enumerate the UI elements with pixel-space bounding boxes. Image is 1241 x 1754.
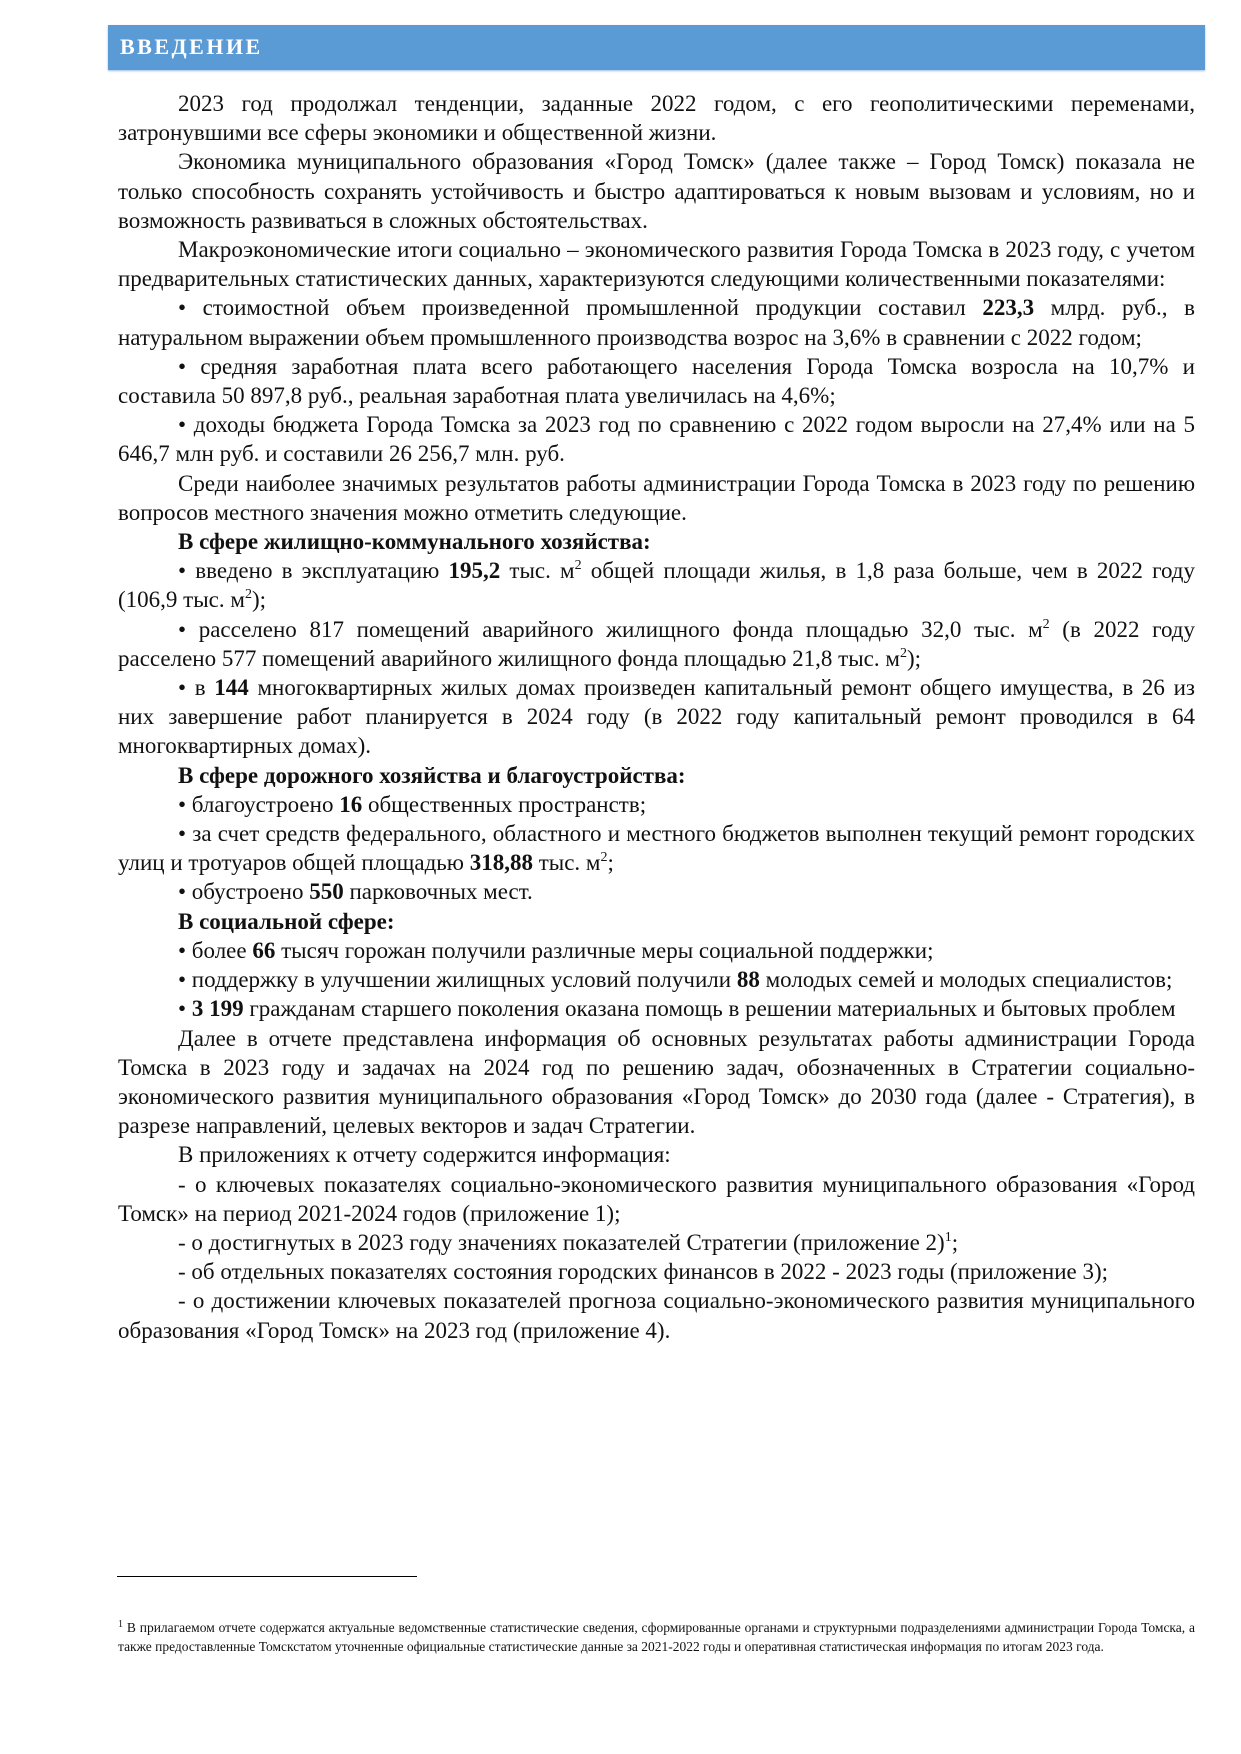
- value: 550: [309, 879, 344, 905]
- text: • поддержку в улучшении жилищных условий получили: [178, 967, 737, 993]
- text: тысяч горожан получили различные меры социальной поддержки;: [275, 937, 934, 963]
- superscript: 2: [574, 558, 582, 574]
- value: 88: [736, 967, 760, 993]
- paragraph: [118, 1024, 1195, 1141]
- footnote-separator: [117, 1576, 417, 1577]
- section-title: ВВЕДЕНИЕ: [120, 34, 263, 59]
- text: В сфере жилищно-коммунального хозяйства:: [178, 529, 651, 555]
- text: - об отдельных показателях состояния городских финансов в 2022 - 2023 годы (приложение 3);: [178, 1259, 1109, 1285]
- text: - о ключевых показателях социально-экономического развития муниципального образования «Город Томск» на период 2021-2024 годов (приложение 1);: [118, 1171, 1195, 1226]
- superscript: 2: [1042, 616, 1050, 632]
- footnote-ref[interactable]: 1: [944, 1229, 952, 1245]
- text: • введено в эксплуатацию: [178, 558, 449, 584]
- text: молодых семей и молодых специалистов;: [759, 967, 1173, 993]
- text: • благоустроено: [178, 791, 340, 817]
- text: общей площади жилья, в 1,8 раза больше, чем в 2022 году (106,9 тыс. м: [118, 558, 1195, 613]
- text: • более: [178, 937, 253, 963]
- paragraph: [118, 1140, 1195, 1169]
- subheading: [118, 761, 1195, 790]
- bullet-item: [118, 556, 1195, 614]
- text: • средняя заработная плата всего работающего населения Города Томска возросла на 10,7% и составила 50 897,8 руб., реальная заработная плата увеличилась на 4,6%;: [118, 353, 1195, 409]
- text: •: [178, 996, 192, 1022]
- text: • стоимостной объем произведенной промышленной продукции составил: [178, 295, 983, 321]
- value: 318,88: [469, 850, 533, 876]
- text: 2023 год продолжал тенденции, заданные 2022 годом, с его геополитическими переменами, затронувшими все сферы экономики и общественной жизни.: [118, 91, 1195, 146]
- footnote-mark: 1: [118, 1619, 123, 1630]
- list-item: [118, 1170, 1195, 1228]
- bullet-item: [118, 790, 1195, 819]
- paragraph: [118, 235, 1195, 293]
- footnote: [118, 1618, 1195, 1656]
- text: • обустроено: [178, 879, 310, 905]
- list-item: [118, 1257, 1195, 1286]
- superscript: 2: [244, 587, 252, 603]
- text: - о достижении ключевых показателей прогноза социально-экономического развития муниципального образования «Город Томск» на 2023 год (приложение 4).: [118, 1288, 1195, 1343]
- text: Среди наиболее значимых результатов работы администрации Города Томска в 2023 году по решению вопросов местного значения можно отметить следующие.: [118, 470, 1195, 525]
- text: гражданам старшего поколения оказана помощь в решении материальных и бытовых проблем: [243, 996, 1176, 1022]
- text: тыс. м: [532, 850, 601, 876]
- text: Экономика муниципального образования «Город Томск» (далее также – Город Томск) показала не только способность сохранять устойчивость и быстро адаптироваться к новым вызовам и условиям, но и возможность развиваться в сложных обстоятельствах.: [118, 149, 1195, 233]
- value: 195,2: [448, 558, 501, 584]
- text: В приложениях к отчету содержится информация:: [178, 1142, 671, 1168]
- text: общественных пространств;: [362, 791, 647, 817]
- paragraph: [118, 147, 1195, 235]
- text: ;: [607, 850, 614, 876]
- text: В сфере дорожного хозяйства и благоустройства:: [178, 762, 686, 788]
- value: 223,3: [982, 295, 1035, 321]
- value: 144: [214, 675, 249, 701]
- paragraph: [118, 89, 1195, 147]
- text: Макроэкономические итоги социально – экономического развития Города Томска в 2023 году, с учетом предварительных статистических данных, характеризуются следующими количественными показателями:: [118, 237, 1195, 292]
- bullet-item: [118, 410, 1195, 468]
- text: • доходы бюджета Города Томска за 2023 год по сравнению с 2022 годом выросли на 27,4% или на 5 646,7 млн руб. и составили 26 256,7 млн. руб.: [118, 412, 1195, 467]
- document-body: [118, 89, 1195, 1345]
- value: 3 199: [191, 996, 244, 1022]
- text: - о достигнутых в 2023 году значениях показателей Стратегии (приложение 2): [178, 1229, 945, 1255]
- text: (в 2022 году расселено 577 помещений аварийного жилищного фонда площадью 21,8 тыс. м: [118, 616, 1195, 671]
- text: Далее в отчете представлена информация об основных результатах работы администрации Города Томска в 2023 году и задачах на 2024 год по решению задач, обозначенных в Стратегии социально-экономического развития муниципального образования «Город Томск» до 2030 года (далее - Стратегия), в разрезе направлений, целевых векторов и задач Стратегии.: [118, 1025, 1195, 1139]
- list-item: [118, 1228, 1195, 1257]
- bullet-item: [118, 293, 1195, 351]
- subheading: [118, 527, 1195, 556]
- text: тыс. м: [500, 558, 575, 584]
- bullet-item: [118, 994, 1195, 1023]
- subheading: [118, 907, 1195, 936]
- bullet-item: [118, 615, 1195, 673]
- text: );: [906, 645, 921, 671]
- text: • за счет средств федерального, областного и местного бюджетов выполнен текущий ремонт городских улиц и тротуаров общей площадью: [118, 821, 1195, 876]
- text: В социальной сфере:: [178, 908, 395, 934]
- text: парковочных мест.: [343, 879, 533, 905]
- superscript: 2: [600, 850, 608, 866]
- text: • расселено 817 помещений аварийного жилищного фонда площадью 32,0 тыс. м: [178, 616, 1043, 642]
- bullet-item: [118, 965, 1195, 994]
- text: );: [251, 587, 266, 613]
- paragraph: [118, 469, 1195, 527]
- bullet-item: [118, 352, 1195, 410]
- list-item: [118, 1286, 1195, 1344]
- section-header: [108, 25, 1205, 70]
- text: ;: [951, 1229, 959, 1255]
- text: млрд. руб., в натуральном выражении объем промышленного производства возрос на 3,6% в сравнении с 2022 годом;: [118, 295, 1195, 350]
- bullet-item: [118, 819, 1195, 877]
- text: • в: [178, 675, 215, 701]
- bullet-item: [118, 877, 1195, 906]
- value: 66: [252, 937, 276, 963]
- superscript: 2: [899, 645, 907, 661]
- footnote-text: В прилагаемом отчете содержатся актуальные ведомственные статистические сведения, сформированные органами и структурными подразделениями администрации Города Томска, а также предоставленные Томскстатом уточненные официальные статистические данные за 2021-2022 годы и оперативная статистическая информация по итогам 2023 года.: [118, 1620, 1195, 1654]
- bullet-item: [118, 936, 1195, 965]
- bullet-item: [118, 673, 1195, 761]
- value: 16: [339, 791, 363, 817]
- text: многоквартирных жилых домах произведен капитальный ремонт общего имущества, в 26 из них завершение работ планируется в 2024 году (в 2022 году капитальный ремонт проводился в 64 многоквартирных домах).: [118, 675, 1195, 759]
